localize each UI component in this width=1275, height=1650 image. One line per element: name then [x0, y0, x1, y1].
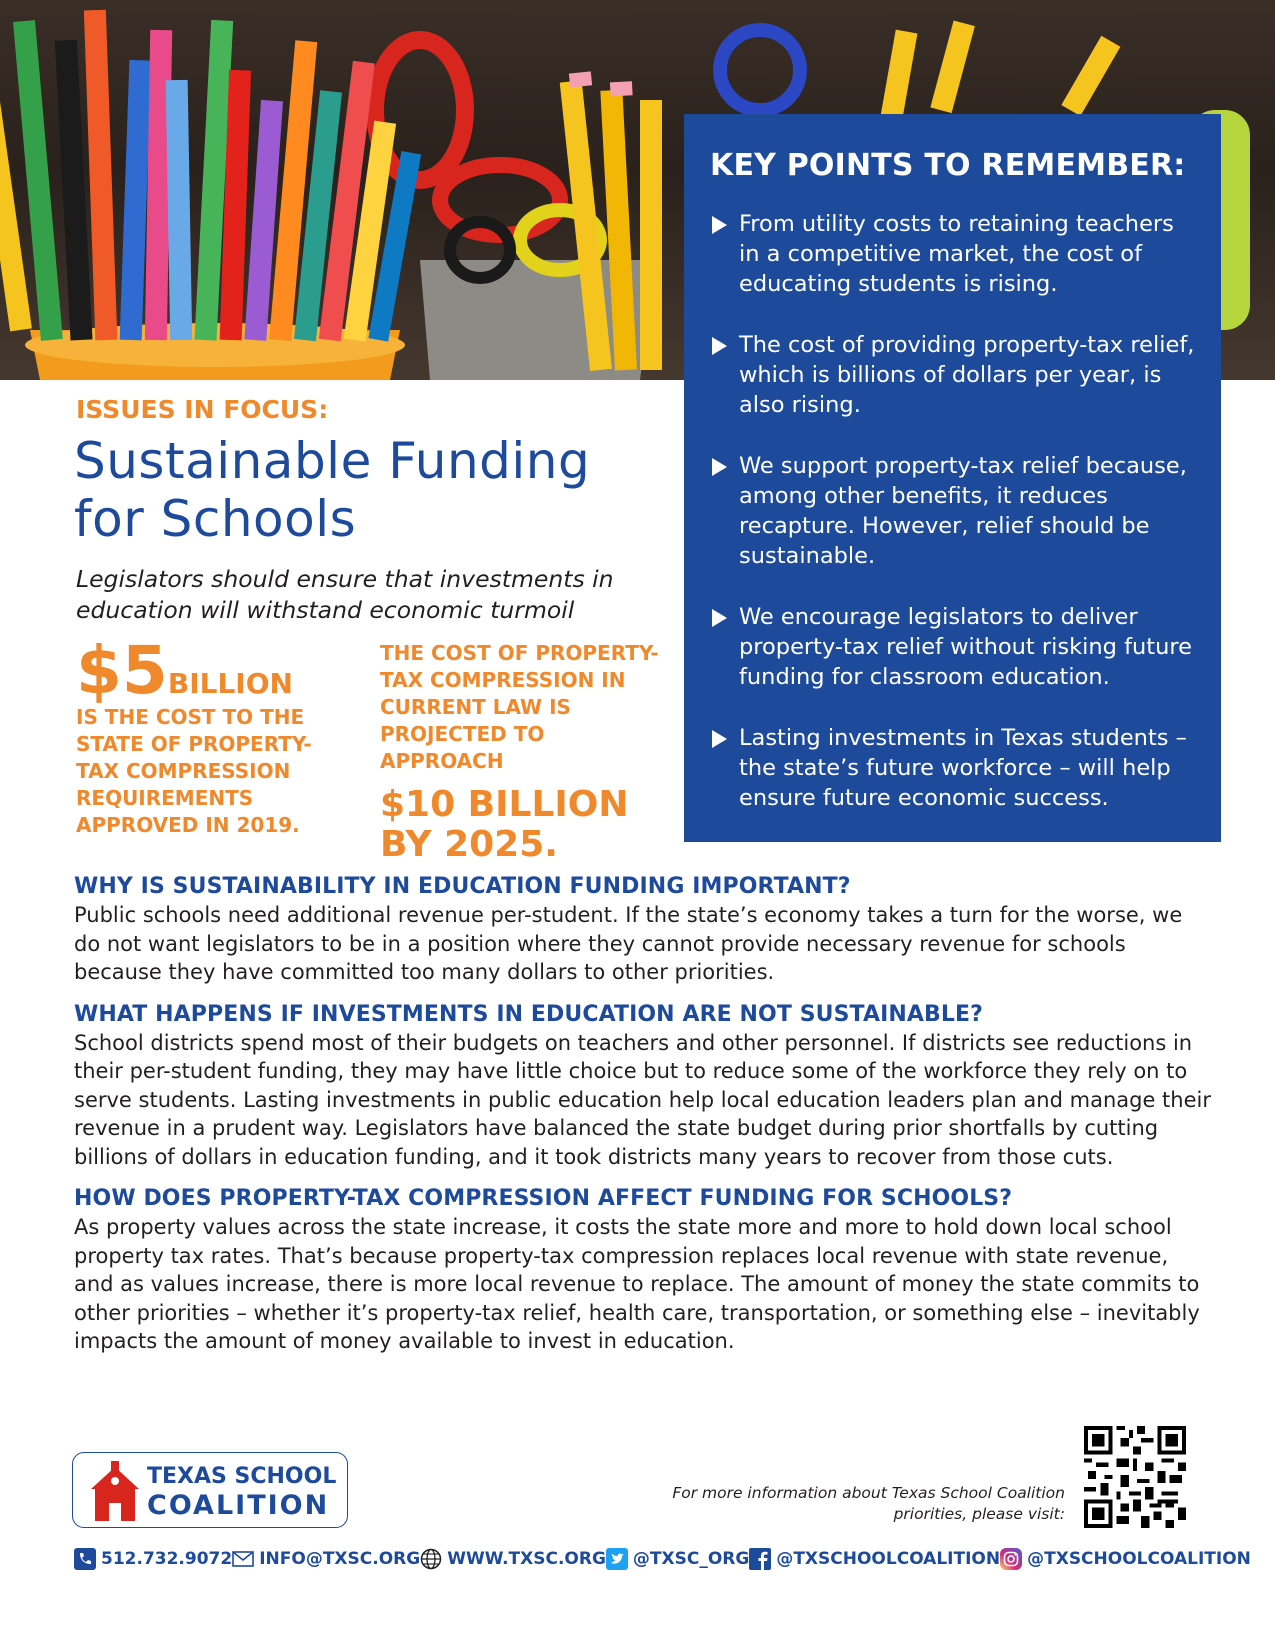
phone-number: 512.732.9072 [101, 1549, 233, 1569]
key-point-text: Lasting investments in Texas students – the state’s future workforce – will help ensure future economic success. [739, 725, 1187, 811]
section-body: Public schools need additional revenue per-student. If the state’s economy takes a turn for the worse, we do not want legislators to be in a position where they cannot provide necessary revenue for schools because they have committed too many dollars to other priorities. [74, 903, 1183, 984]
facebook-link[interactable] [749, 1548, 1000, 1570]
key-point-item [710, 330, 1195, 420]
more-info-text: For more information about Texas School Coalition priorities, please visit: [672, 1484, 1065, 1523]
phone-icon [74, 1548, 96, 1570]
faq-sections [74, 873, 1214, 1370]
section-body: School districts spend most of their budgets on teachers and other personnel. If districts see reductions in their per-student funding, they may have little choice but to reduce some of the workforce they rely on to serve students. Lasting investments in public education help local education leaders plan and manage their revenue in a prudent way. Legislators have balanced the state budget during prior shortfalls by cutting billions of dollars in education funding, and it took districts many years to recover from those cuts. [74, 1030, 1211, 1169]
page-subtitle: Legislators should ensure that investments in education will withstand economic turmoil [76, 565, 614, 624]
instagram-icon [1000, 1548, 1022, 1570]
section-heading: WHY IS SUSTAINABILITY IN EDUCATION FUNDING IMPORTANT? [74, 874, 851, 899]
key-point-text: From utility costs to retaining teachers in a competitive market, the cost of educating students is rising. [739, 211, 1174, 297]
key-points-panel [684, 114, 1221, 842]
key-point-text: We support property-tax relief because, among other benefits, it reduces recapture. However, relief should be sustainable. [739, 453, 1187, 569]
website-link[interactable] [420, 1548, 606, 1570]
key-point-item [710, 602, 1195, 692]
key-points-heading: KEY POINTS TO REMEMBER: [710, 148, 1186, 183]
email-link[interactable] [232, 1549, 420, 1569]
issues-in-focus-label: ISSUES IN FOCUS: [76, 395, 329, 424]
faq-section [74, 873, 1214, 987]
contact-bar [74, 1548, 1251, 1570]
logo-line-2: COALITION [147, 1490, 330, 1521]
triangle-bullet-icon [712, 609, 727, 627]
key-point-text: The cost of providing property-tax relief, which is billions of dollars per year, is also rising. [739, 332, 1195, 418]
stat-description: IS THE COST TO THE STATE OF PROPERTY-TAX COMPRESSION REQUIREMENTS APPROVED IN 2019. [76, 705, 312, 837]
stat-unit: BILLION [167, 667, 293, 700]
twitter-link[interactable] [606, 1548, 749, 1570]
stat-amount: $10 BILLION BY 2025. [380, 784, 629, 865]
section-heading: HOW DOES PROPERTY-TAX COMPRESSION AFFECT FUNDING FOR SCHOOLS? [74, 1186, 1013, 1211]
stat-five-billion [76, 632, 336, 839]
website-url: WWW.TXSC.ORG [447, 1549, 606, 1569]
twitter-handle: @TXSC_ORG [632, 1549, 750, 1569]
texas-school-coalition-logo[interactable] [72, 1452, 348, 1528]
page-title: Sustainable Funding for Schools [74, 432, 591, 548]
faq-section [74, 1001, 1214, 1172]
section-heading: WHAT HAPPENS IF INVESTMENTS IN EDUCATION ARE NOT SUSTAINABLE? [74, 1001, 983, 1027]
globe-icon [420, 1548, 442, 1570]
instagram-handle: @TXSCHOOLCOALITION [1027, 1549, 1251, 1569]
triangle-bullet-icon [712, 730, 727, 748]
section-body: As property values across the state increase, it costs the state more and more to hold down local school property tax rates. That’s because property-tax compression replaces local revenue with state revenue, and as values increase, there is more local revenue to replace. The amount of money the state commits to other priorities – whether it’s property-tax relief, health care, transportation, or something else – inevitably impacts the amount of money available to invest in education. [74, 1215, 1200, 1353]
facebook-icon [749, 1548, 771, 1570]
key-point-item [710, 451, 1195, 571]
schoolhouse-icon [87, 1459, 143, 1523]
stat-amount: $5 [76, 632, 168, 709]
email-address: INFO@TXSC.ORG [259, 1549, 421, 1569]
logo-line-1: TEXAS SCHOOL [147, 1464, 337, 1489]
phone-link[interactable] [74, 1548, 232, 1570]
email-icon [232, 1551, 254, 1567]
triangle-bullet-icon [712, 458, 727, 476]
stat-description: THE COST OF PROPERTY-TAX COMPRESSION IN CURRENT LAW IS PROJECTED TO APPROACH [380, 641, 659, 773]
triangle-bullet-icon [712, 337, 727, 355]
faq-section [74, 1185, 1214, 1356]
stat-ten-billion [380, 640, 670, 865]
twitter-icon [606, 1548, 628, 1570]
facebook-handle: @TXSCHOOLCOALITION [776, 1549, 1001, 1569]
qr-code-icon[interactable] [1084, 1426, 1186, 1528]
key-point-item [710, 723, 1195, 813]
instagram-link[interactable] [1000, 1548, 1251, 1570]
key-point-text: We encourage legislators to deliver property-tax relief without risking future funding for classroom education. [739, 604, 1192, 690]
triangle-bullet-icon [712, 216, 727, 234]
key-point-item [710, 209, 1195, 299]
